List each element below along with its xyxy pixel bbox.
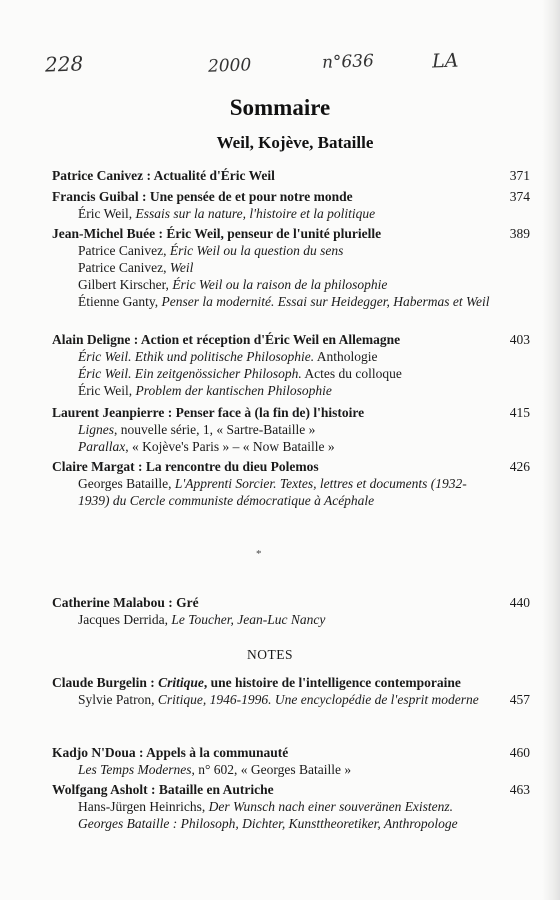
reviewed-author: Éric Weil, [78,206,136,221]
reviewed-author: Étienne Ganty, [78,294,162,309]
reviewed-title: Les Temps Modernes [78,762,192,777]
reviewed-author: Éric Weil, [78,383,136,398]
reviewed-author: Patrice Canivez, [78,243,170,258]
reviewed-work [52,421,492,438]
entry-heading: Francis Guibal : Une pensée de et pour notre monde [52,189,353,204]
reviewed-work [52,611,492,628]
toc-entry [52,225,530,310]
reviewed-title: Éric Weil. Ethik und politische Philosophie. [78,349,315,364]
entry-title: , une histoire de l'intelligence contemporaine [203,675,461,690]
handwritten-note: 228 [44,51,84,77]
toc-entry [52,744,530,778]
reviewed-title: Le Toucher, Jean-Luc Nancy [171,612,326,627]
page-number: 463 [509,782,530,797]
reviewed-work [52,276,492,293]
entry-heading: Claire Margat : La rencontre du dieu Polemos [52,459,319,474]
reviewed-author: Hans-Jürgen Heinrichs, [78,799,209,814]
reviewed-title: Éric Weil ou la raison de la philosophie [172,277,388,292]
reviewed-author: Gilbert Kirscher, [78,277,173,292]
entry-heading [52,674,492,691]
reviewed-work [52,293,492,310]
reviewed-title: Éric Weil. Ein zeitgenössicher Philosoph. [78,366,302,381]
page-number: 371 [509,168,530,183]
page-number: 374 [509,189,530,204]
reviewed-work [52,691,492,708]
section-separator: * [256,548,262,560]
reviewed-work [52,475,492,509]
toc-entry [52,781,530,832]
reviewed-title: L'Apprenti Sorcier. Textes, lettres et documents (1932-1939) du Cercle communiste démocratique à Acéphale [78,476,467,508]
entry-heading: Patrice Canivez : Actualité d'Éric Weil [52,168,275,183]
reviewed-note: Anthologie [314,349,378,364]
notes-heading: NOTES [247,647,293,662]
reviewed-author: Patrice Canivez, [78,260,170,275]
entry-heading: Laurent Jeanpierre : Penser face à (la fin de) l'histoire [52,405,365,420]
entry-author: Claude Burgelin : [52,675,159,690]
reviewed-work [52,761,492,778]
handwritten-note: LA [431,49,459,73]
reviewed-note: , n° 602, « Georges Bataille » [191,762,352,777]
reviewed-title: Penser la modernité. Essai sur Heidegger, Habermas et Weil [161,294,490,309]
reviewed-author: Georges Bataille, [78,476,175,491]
entry-heading: Alain Deligne : Action et réception d'Éric Weil en Allemagne [52,332,401,347]
toc-entry [52,167,530,184]
reviewed-work [52,365,492,382]
reviewed-work [52,205,492,222]
entry-heading: Catherine Malabou : Gré [52,595,199,610]
reviewed-work [52,382,492,399]
reviewed-work [52,259,492,276]
page-number: 426 [509,459,530,474]
toc-entry [52,404,530,455]
entry-heading: Kadjo N'Doua : Appels à la communauté [52,745,289,760]
reviewed-title: Der Wunsch nach einer souveränen Existenz. Georges Bataille : Philosoph, Dichter, Kunsttheoretiker, Anthropologe [78,799,458,831]
section-subtitle: Weil, Kojève, Bataille [216,133,374,152]
reviewed-title: Problem der kantischen Philosophie [135,383,332,398]
handwritten-note: n°636 [321,51,375,73]
reviewed-work [52,242,492,259]
page-number: 457 [509,692,530,707]
page-number: 403 [509,332,530,347]
reviewed-work [52,438,492,455]
reviewed-work [52,798,492,832]
handwritten-note: 2000 [207,55,252,77]
toc-entry [52,188,530,222]
reviewed-note: Actes du colloque [301,366,402,381]
reviewed-title: Parallax [78,439,126,454]
reviewed-title: Éric Weil ou la question du sens [169,243,344,258]
toc-entry [52,458,530,509]
toc-entry [52,594,530,628]
page-number: 415 [509,405,530,420]
reviewed-title: Lignes [78,422,115,437]
entry-heading: Jean-Michel Buée : Éric Weil, penseur de l'unité plurielle [52,226,382,241]
entry-journal-title: Critique [158,675,204,690]
reviewed-work [52,348,492,365]
page-number: 389 [509,226,530,241]
reviewed-title: Critique, 1946-1996. Une encyclopédie de l'esprit moderne [157,692,479,707]
reviewed-title: Essais sur la nature, l'histoire et la politique [135,206,376,221]
reviewed-note: , « Kojève's Paris » – « Now Bataille » [125,439,335,454]
entry-heading: Wolfgang Asholt : Bataille en Autriche [52,782,274,797]
toc-entry [52,331,530,399]
page-number: 460 [509,745,530,760]
reviewed-author: Sylvie Patron, [78,692,158,707]
page-number: 440 [509,595,530,610]
page-title: Sommaire [229,95,331,120]
reviewed-title: Weil [169,260,194,275]
toc-entry [52,674,530,708]
reviewed-author: Jacques Derrida, [78,612,172,627]
reviewed-note: , nouvelle série, 1, « Sartre-Bataille » [114,422,316,437]
